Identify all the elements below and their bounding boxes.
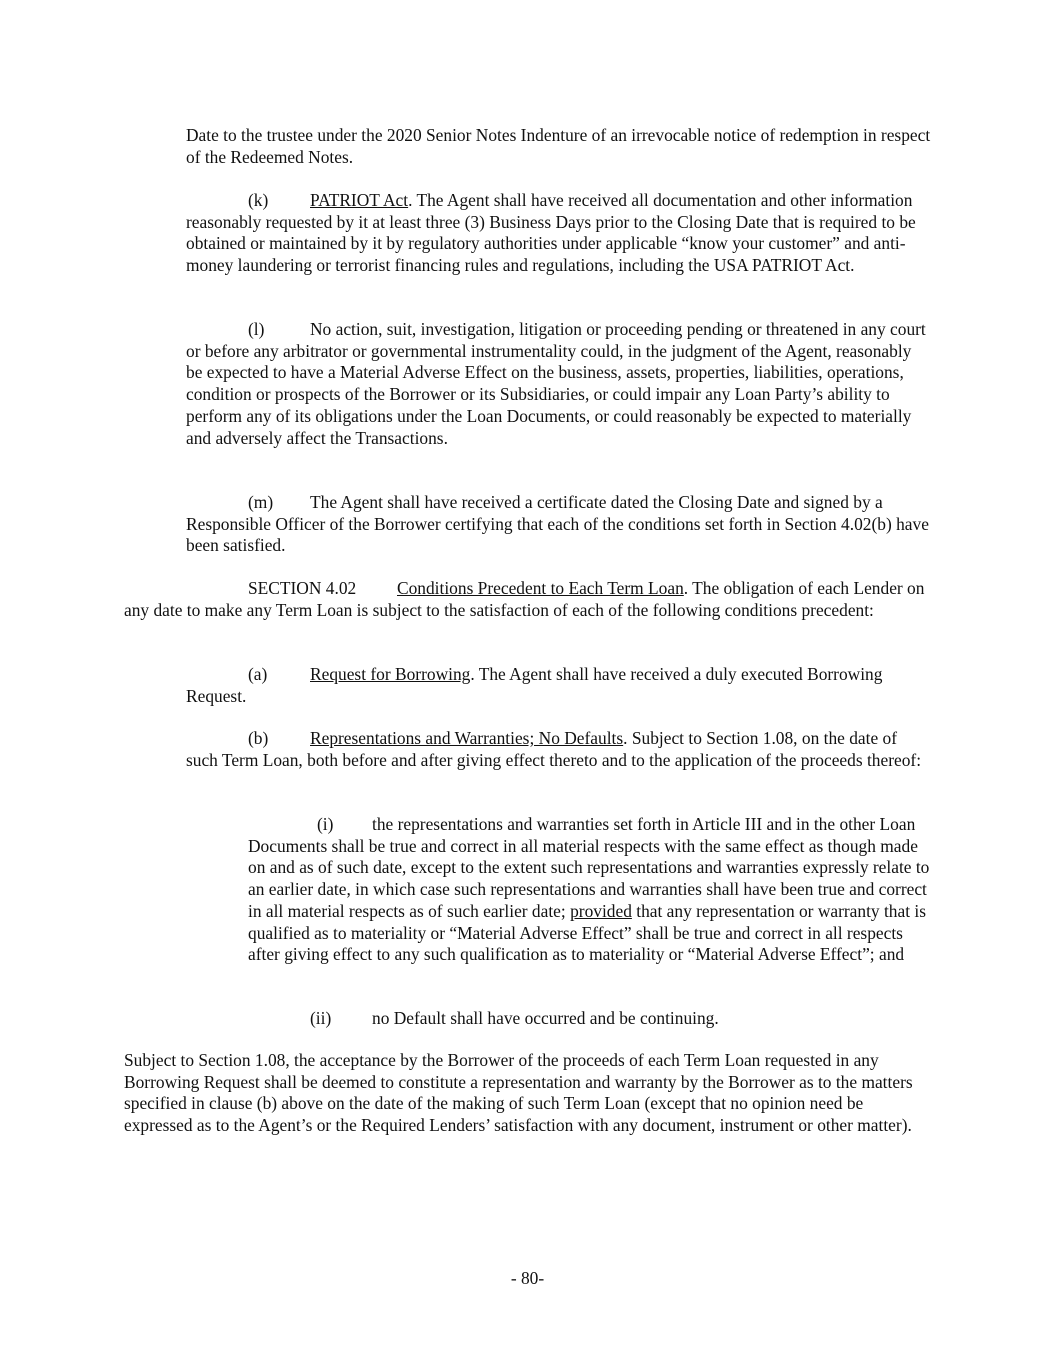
clause-k-label: (k) xyxy=(248,190,269,210)
clause-b-heading: Representations and Warranties; No Defaults xyxy=(310,728,624,748)
clause-m-label: (m) xyxy=(248,492,274,512)
page-number: - 80- xyxy=(510,1268,545,1288)
clause-a-text: . The Agent shall have received a duly executed Borrowing Request. xyxy=(186,664,883,706)
clause-k-text: . The Agent shall have received all documentation and other information reasonably requested by it at least three (3) Business Days prior to the Closing Date that is required to be obtained or maintained by it by regulatory authorities under applicable “know your customer” and anti-money laundering or terrorist financing rules and regulations, including the USA PATRIOT Act. xyxy=(186,190,916,276)
clause-l xyxy=(186,319,931,449)
section-4-02 xyxy=(124,578,934,621)
provided-term: provided xyxy=(570,900,632,921)
subclause-ii xyxy=(248,1008,938,1030)
subclause-i xyxy=(248,814,938,966)
clause-l-label: (l) xyxy=(248,319,265,339)
subclause-ii-label: (ii) xyxy=(310,1008,332,1028)
clause-a-label: (a) xyxy=(248,664,268,684)
continuation-paragraph xyxy=(186,125,931,168)
subclause-i-text-before: the representations and warranties set forth in Article III and in the other Loan Documents shall be true and correct in all material respects with the same effect as though made on and as of such date, except to the extent such representations and warranties expressly relate to an earlier date, in which case such representations and warranties shall have been true and correct in all material respects as of such earlier date; xyxy=(248,814,930,921)
closing-text: Subject to Section 1.08, the acceptance by the Borrower of the proceeds of each Term Loan requested in any Borrowing Request shall be deemed to constitute a representation and warranty by the Borrower as to the matters specified in clause (b) above on the date of the making of such Term Loan (except that no opinion need be expressed as to the Agent’s or the Required Lenders’ satisfaction with any document, instrument or other matter). xyxy=(124,1050,913,1136)
clause-l-text: No action, suit, investigation, litigation or proceeding pending or threatened in any court or before any arbitrator or governmental instrumentality could, in the judgment of the Agent, reasonably be expected to have a Material Adverse Effect on the business, assets, properties, liabilities, operations, condition or prospects of the Borrower or its Subsidiaries, or could impair any Loan Party’s ability to perform any of its obligations under the Loan Documents, or could reasonably be expected to materially and adversely affect the Transactions. xyxy=(186,319,926,448)
clause-b-text: . Subject to Section 1.08, on the date of such Term Loan, both before and after giving effect thereto and to the application of the proceeds thereof: xyxy=(186,728,922,770)
continuation-text: Date to the trustee under the 2020 Senior Notes Indenture of an irrevocable notice of redemption in respect of the Redeemed Notes. xyxy=(186,125,931,167)
section-heading: Conditions Precedent to Each Term Loan xyxy=(397,578,684,598)
closing-paragraph xyxy=(124,1050,934,1137)
clause-k xyxy=(186,190,931,277)
subclause-i-label: (i) xyxy=(317,814,334,834)
section-text: . The obligation of each Lender on any date to make any Term Loan is subject to the satisfaction of each of the following conditions precedent: xyxy=(124,578,925,620)
subclause-ii-text: no Default shall have occurred and be continuing. xyxy=(372,1008,719,1028)
clause-k-heading: PATRIOT Act xyxy=(310,190,409,210)
clause-b xyxy=(186,728,931,771)
section-number: SECTION 4.02 xyxy=(248,578,357,598)
clause-a xyxy=(186,664,931,707)
subclause-i-text-after: that any representation or warranty that is qualified as to materiality or “Material Adverse Effect” shall be true and correct in all respects after giving effect to any such qualification as to materiality or “Material Adverse Effect”; and xyxy=(248,900,926,965)
clause-m-text: The Agent shall have received a certificate dated the Closing Date and signed by a Responsible Officer of the Borrower certifying that each of the conditions set forth in Section 4.02(b) have been satisfied. xyxy=(186,492,929,556)
clause-b-label: (b) xyxy=(248,728,269,748)
clause-a-heading: Request for Borrowing xyxy=(310,664,471,684)
clause-m xyxy=(186,492,931,557)
